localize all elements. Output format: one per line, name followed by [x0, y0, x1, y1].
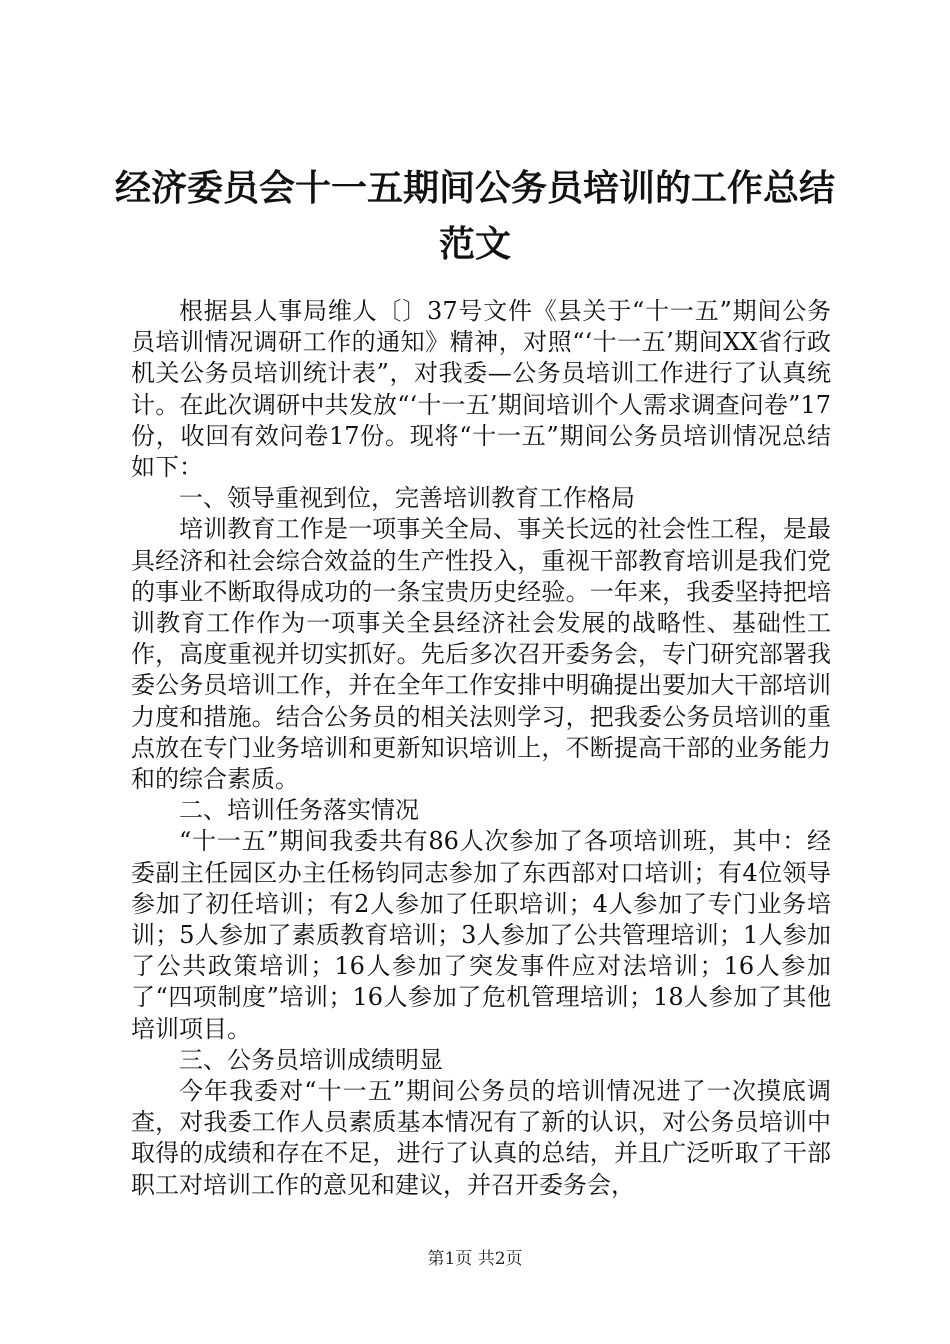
document-title-line-2: 范文: [438, 223, 511, 265]
document-title-line-1: 经济委员会十一五期间公务员培训的工作总结: [114, 167, 835, 209]
paragraph-section-3: 今年我委对“十一五”期间公务员的培训情况进了一次摸底调查，对我委工作人员素质基本情况有了新的认识，对公务员培训中取得的成绩和存在不足，进行了认真的总结，并且广泛听取了干部职工对培训工作的意见和建议，并召开委务会，: [131, 1077, 831, 1199]
document-body: [131, 296, 831, 1201]
section-heading-1: 一、领导重视到位，完善培训教育工作格局: [179, 484, 635, 513]
paragraph-section-2: “十一五”期间我委共有86人次参加了各项培训班，其中：经委副主任园区办主任杨钧同志参加了东西部对口培训；有4位领导参加了初任培训；有2人参加了任职培训；4人参加了专门业务培训；5人参加了素质教育培训；3人参加了公共管理培训；1人参加了公共政策培训；16人参加了突发事件应对法培训；16人参加了“四项制度”培训；16人参加了危机管理培训；18人参加了其他培训项目。: [131, 827, 831, 1043]
section-heading-2: 二、培训任务落实情况: [179, 796, 419, 825]
page-number-footer: 第1页 共2页: [427, 1249, 523, 1269]
section-heading-3: 三、公务员培训成绩明显: [179, 1045, 443, 1074]
paragraph-section-1: 培训教育工作是一项事关全局、事关长远的社会性工程，是最具经济和社会综合效益的生产性投入，重视干部教育培训是我们党的事业不断取得成功的一条宝贵历史经验。一年来，我委坚持把培训教育工作作为一项事关全县经济社会发展的战略性、基础性工作，高度重视并切实抓好。先后多次召开委务会，专门研究部署我委公务员培训工作，并在全年工作安排中明确提出要加大干部培训力度和措施。结合公务员的相关法则学习，把我委公务员培训的重点放在专门业务培训和更新知识培训上，不断提高干部的业务能力和的综合素质。: [131, 515, 831, 794]
paragraph-intro: 根据县人事局维人〔〕37号文件《县关于“十一五”期间公务员培训情况调研工作的通知》精神，对照“‘十一五’期间XX省行政机关公务员培训统计表”，对我委—公务员培训工作进行了认真统计。在此次调研中共发放“‘十一五’期间培训个人需求调查问卷”17份，收回有效问卷17份。现将“十一五”期间公务员培训情况总结如下：: [131, 297, 831, 482]
